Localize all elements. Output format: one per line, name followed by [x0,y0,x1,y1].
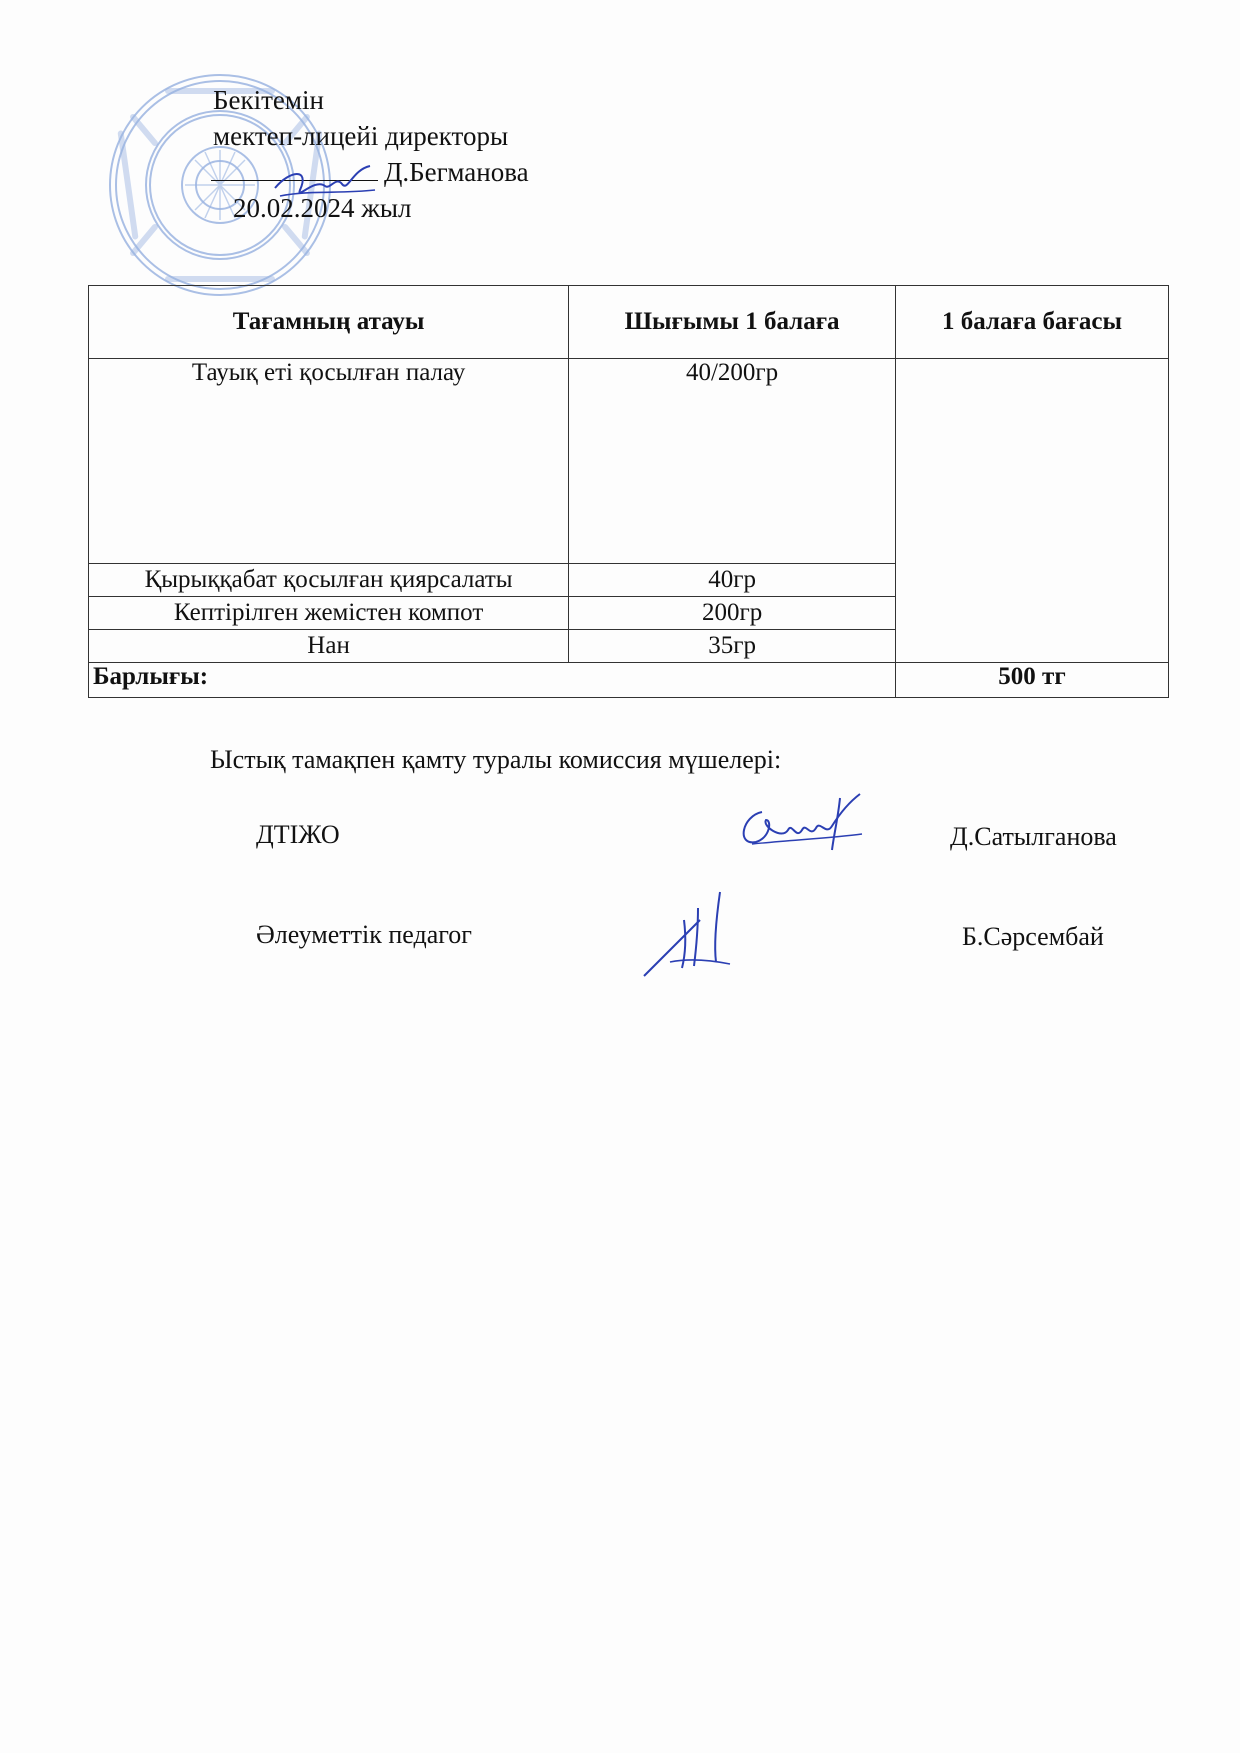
director-signature [270,160,380,210]
commission-title: Ыстық тамақпен қамту туралы комиссия мүшелері: [210,745,782,774]
table-header-row [89,286,1169,359]
member-name: Д.Сатылганова [950,822,1117,851]
dish-name: Нан [89,630,569,663]
member-signature [722,790,872,860]
member-role: Әлеуметтік педагог [256,920,472,949]
menu-table [88,285,1169,698]
dish-name: Қырыққабат қосылған қиярсалаты [89,564,569,597]
total-label: Барлығы: [89,663,896,698]
dish-portion: 200гр [569,597,896,630]
director-name: Д.Бегманова [384,157,529,187]
approval-date: 20.02.2024 жыл [233,193,412,223]
approval-position: мектеп-лицейі директоры [213,121,509,151]
dish-name: Кептірілген жемістен компот [89,597,569,630]
header-price: 1 балаға бағасы [896,286,1169,359]
approval-title: Бекітемін [213,85,324,115]
header-portion: Шығымы 1 балаға [569,286,896,359]
dish-portion: 35гр [569,630,896,663]
header-dish-name: Тағамның атауы [89,286,569,359]
total-row [89,663,1169,698]
dish-portion: 40гр [569,564,896,597]
member-name: Б.Сәрсембай [962,922,1104,951]
price-cell [896,359,1169,663]
total-value: 500 тг [896,663,1169,698]
member-role: ДТІЖО [256,820,340,849]
table-row [89,359,1169,564]
dish-portion: 40/200гр [569,359,896,564]
member-signature [640,890,750,980]
dish-name: Тауық еті қосылған палау [89,359,569,564]
